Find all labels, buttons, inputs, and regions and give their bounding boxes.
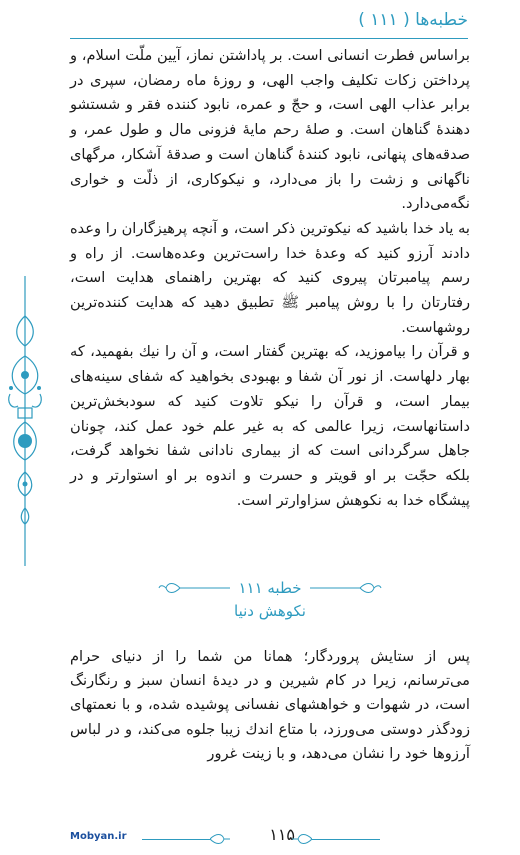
sermon-number: خطبه ۱۱۱: [238, 579, 302, 597]
header-sermon-number: ( ۱۱۱ ): [358, 10, 410, 30]
header-rule: [70, 38, 468, 39]
paragraph-3: و قرآن را بیاموزید، که بهترین گفتار است، و آن را نیك بفهمید، که بهار دلهاست. از نور آن شفا و بهبودی بخواهید که شفای سینه‌های بیمار است، و قرآن را نیکو تلاوت کنید که سودبخش‌ترین داستانهاست، زیرا عالمی که به غیر علم خود عمل کند، چونان جاهل سرگردانی است که از بیماری نادانی شفا نخواهد گرفت، بلکه حجّت بر او قویتر و حسرت و اندوه بر او استوارتر و در پیشگاه خدا به نکوهش سزاوارتر است.: [70, 343, 470, 509]
section-heading: [70, 576, 470, 620]
flourish-icon: [292, 831, 312, 847]
paragraph-2: به یاد خدا باشید که نیکوترین ذکر است، و آنچه پرهیزگاران را وعده دادند آرزو کنید که وعدهٔ خدا راست‌ترین وعده‌هاست. از راه و رسم پیامبرتان پیروی کنید که بهترین راهنمای هدایت است، رفتارتان را با روش پیامبر ﷺ تطبیق دهید که هدایت کننده‌ترین روشهاست.: [70, 219, 470, 336]
flourish-icon: [158, 581, 230, 595]
page-header: [70, 10, 468, 36]
page-footer: [70, 821, 470, 851]
sermon-text: [70, 645, 470, 766]
paragraph-4: پس از ستایش پروردگار؛ همانا من شما را از دنیای حرام می‌ترسانم، زیرا در کام شیرین و در دیدهٔ انسان سبز و رنگارنگ است، در شهوات و خواهشهای نفسانی پوشیده شده، و با نعمتهای زودگذر دوستی می‌ورزد، با متاع اندك زیبا جلوه می‌کند، و در لباس آرزوها خود را نشان می‌دهد، و با زینت غرور: [70, 648, 470, 762]
flourish-icon: [210, 831, 230, 847]
page-number: ۱۱۵: [269, 825, 295, 844]
page-ornament-icon: [4, 276, 46, 566]
flourish-icon: [310, 581, 382, 595]
header-section-name: خطبه‌ها: [415, 10, 468, 30]
header-title: [358, 10, 468, 30]
paragraph-1: براساس فطرت انسانی است. بر پاداشتن نماز، آیین ملّت اسلام، و پرداختن زکات تکلیف واجب الهی، و روزهٔ ماه رمضان، سپری در برابر عذاب الهی است، و حجّ و عمره، نابود کننده فقر و شستشو دهندهٔ گناهان است. و صلهٔ رحم مایهٔ فزونی مال و طول عمر، و صدقه‌های پنهانی، نابود کنندهٔ گناهان است و صدقهٔ آشکار، مرگهای ناگهانی و زشت را باز می‌دارد، و نیکوکاری، از ذلّت و خواری نگه‌می‌دارد.: [70, 47, 470, 213]
main-text: [70, 44, 470, 513]
footer-rule-right: [312, 839, 380, 840]
site-watermark: Mobyan.ir: [70, 831, 127, 842]
footer-rule-left: [142, 839, 210, 840]
sermon-title: نکوهش دنیا: [234, 602, 306, 620]
